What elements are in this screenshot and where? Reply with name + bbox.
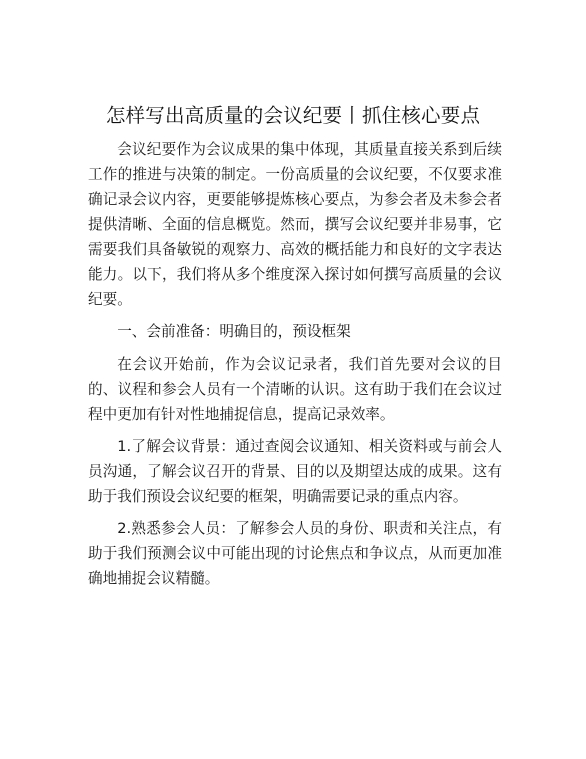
section-heading: 一、会前准备：明确目的，预设框架 <box>117 323 351 340</box>
list-item-1: 1.了解会议背景：通过查阅会议通知、相关资料或与前会人员沟通，了解会议召开的背景、目的以及期望达成的成果。这有助于我们预设会议纪要的框架，明确需要记录的重点内容。 <box>88 438 502 505</box>
section-intro-paragraph: 在会议开始前，作为会议记录者，我们首先要对会议的目的、议程和参会人员有一个清晰的认识。这有助于我们在会议过程中更加有针对性地捕捉信息，提高记录效率。 <box>88 356 502 423</box>
intro-paragraph: 会议纪要作为会议成果的集中体现，其质量直接关系到后续工作的推进与决策的制定。一份高质量的会议纪要，不仅要求准确记录会议内容，更要能够提炼核心要点，为参会者及未参会者提供清晰、全面的信息概览。然而，撰写会议纪要并非易事，它需要我们具备敏锐的观察力、高效的概括能力和良好的文字表达能力。以下，我们将从多个维度深入探讨如何撰写高质量的会议纪要。 <box>88 141 502 308</box>
list-item-2: 2.熟悉参会人员：了解参会人员的身份、职责和关注点，有助于我们预测会议中可能出现的讨论焦点和争议点，从而更加准确地捕捉会议精髓。 <box>88 520 502 587</box>
document-body <box>88 137 502 598</box>
document-title: 怎样写出高质量的会议纪要丨抓住核心要点 <box>105 104 481 127</box>
